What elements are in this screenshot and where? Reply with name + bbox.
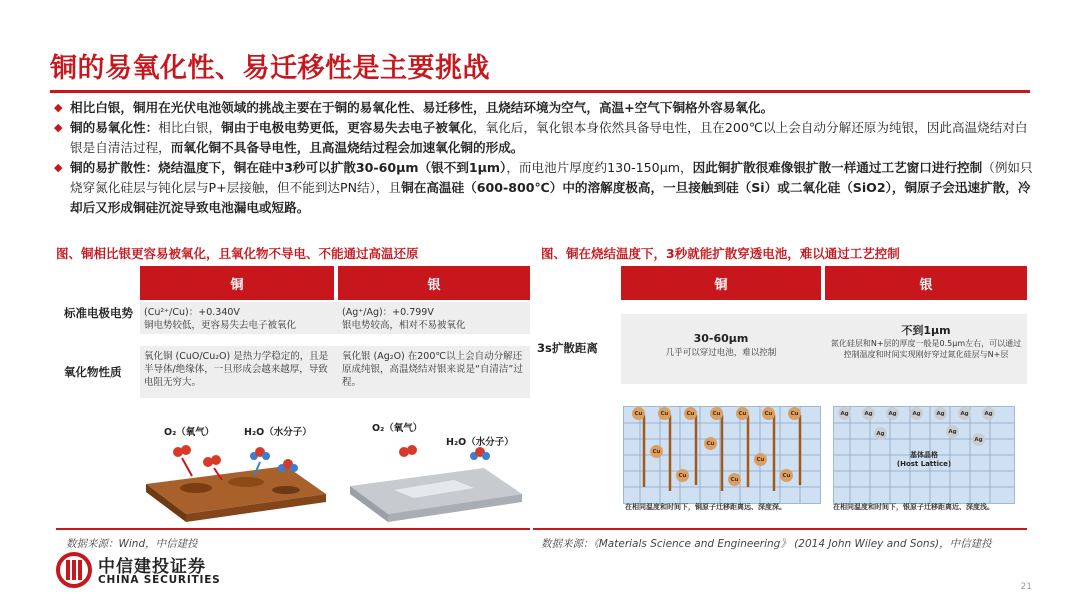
copper-lattice-caption: 在相同温度和时间下，铜原子迁移距离远、深度深。 bbox=[625, 503, 786, 511]
silver-atom-icon: Ag bbox=[946, 425, 959, 438]
silver-oxide-cell: 氧化银 (Ag₂O) 在200℃以上会自动分解还原成纯银，高温烧结对银来说是“自清洁”过程。 bbox=[342, 351, 523, 388]
copper-diffusion-value: 30-60μm bbox=[693, 332, 749, 345]
silver-atom-icon: Ag bbox=[886, 407, 899, 420]
silver-atom-icon: Ag bbox=[910, 407, 923, 420]
host-lattice-label-en: (Host Lattice) bbox=[896, 460, 952, 468]
copper-potential-cell bbox=[144, 306, 332, 332]
bullet-list bbox=[52, 98, 1034, 218]
logo-text-cn: 中信建投证券 bbox=[98, 557, 206, 577]
copper-lattice-diagram bbox=[623, 406, 821, 504]
silver-diffusion-value: 不到1μm bbox=[901, 324, 951, 337]
col-header-silver: 银 bbox=[338, 266, 530, 300]
o2-label-silver: O₂（氧气） bbox=[372, 423, 423, 434]
col-header-copper: 铜 bbox=[621, 266, 821, 300]
copper-atom-icon: Cu bbox=[762, 407, 775, 420]
copper-atom-icon: Cu bbox=[684, 407, 697, 420]
copper-atom-icon: Cu bbox=[754, 453, 767, 466]
silver-atom-icon: Ag bbox=[982, 407, 995, 420]
logo-text-en: CHINA SECURITIES bbox=[98, 574, 221, 586]
bullet-label: 铜的易扩散性： bbox=[70, 160, 159, 175]
diamond-bullet-icon: ◆ bbox=[54, 101, 63, 114]
bullet-text-bold: 而氧化铜不具备导电性，且高温烧结过程会加速氧化铜的形成。 bbox=[170, 140, 524, 155]
left-figure-caption: 图、铜相比银更容易被氧化，且氧化物不导电、不能通过高温还原 bbox=[56, 246, 419, 261]
copper-atom-icon: Cu bbox=[632, 407, 645, 420]
copper-atom-icon: Cu bbox=[780, 469, 793, 482]
page-title: 铜的易氧化性、易迁移性是主要挑战 bbox=[50, 53, 490, 84]
copper-atom-icon: Cu bbox=[728, 473, 741, 486]
silver-lattice-diagram bbox=[833, 406, 1015, 504]
bullet-text-bold: 因此铜扩散很难像银扩散一样通过工艺窗口进行控制 bbox=[692, 160, 983, 175]
copper-diffusion-desc: 几乎可以穿过电池，难以控制 bbox=[665, 348, 777, 358]
row-label-3s-diffusion: 3s扩散距离 bbox=[537, 341, 598, 355]
col-header-copper: 铜 bbox=[140, 266, 334, 300]
left-data-source: 数据来源：Wind，中信建投 bbox=[66, 538, 198, 550]
silver-atom-icon: Ag bbox=[972, 433, 985, 446]
silver-atom-icon: Ag bbox=[874, 427, 887, 440]
host-lattice-label bbox=[874, 451, 974, 469]
copper-oxide-cell: 氧化铜 (CuO/Cu₂O) 是热力学稳定的，且是半导体/绝缘体，一旦形成会越来越厚，导致电阻无穷大。 bbox=[144, 351, 329, 388]
bullet-label: 铜的易氧化性： bbox=[70, 120, 159, 135]
right-data-source: 数据来源：《Materials Science and Engineering》 (2014 John Wiley and Sons)，中信建投 bbox=[541, 538, 992, 550]
copper-atom-icon: Cu bbox=[736, 407, 749, 420]
bullet-item-1 bbox=[52, 98, 1034, 118]
bullet-text: ，氧化后，氧化银本身依然具备导电性，且在200℃以上会自动分解还原为纯银，因此高温烧结对白银是自清洁过程， bbox=[70, 120, 1028, 155]
copper-atom-icon: Cu bbox=[788, 407, 801, 420]
copper-oxidation-illustration bbox=[136, 406, 336, 524]
copper-atom-icon: Cu bbox=[658, 407, 671, 420]
left-figure-panel bbox=[56, 266, 530, 530]
silver-diffusion-desc: 氮化硅层和N+层的厚度一般是0.5μm左右，可以通过控制温度和时间实现刚好穿过氮化硅层与N+层 bbox=[830, 339, 1022, 359]
copper-atom-icon: Cu bbox=[650, 445, 663, 458]
silver-lattice-caption: 在相同温度和时间下，银原子迁移距离近、深度浅。 bbox=[833, 503, 994, 511]
title-underline bbox=[50, 90, 1030, 93]
bullet-text-bold: 铜在高温硅（600-800℃）中的溶解度极高，一旦接触到硅（Si）或二氧化硅（SiO2），铜原子会迅速扩散，冷却后又形成铜硅沉淀导致电池漏电或短路。 bbox=[70, 180, 1031, 215]
copper-atom-icon: Cu bbox=[676, 469, 689, 482]
silver-potential-cell bbox=[342, 306, 528, 332]
bullet-text: ，而电池片厚度约130-150μm， bbox=[506, 160, 693, 175]
bullet-text: 相比白银，铜用在光伏电池领域的挑战主要在于铜的易氧化性、易迁移性，且烧结环境为空气，高温+空气下铜格外容易氧化。 bbox=[70, 100, 774, 115]
silver-atom-icon: Ag bbox=[934, 407, 947, 420]
col-header-silver: 银 bbox=[825, 266, 1027, 300]
bullet-text: 相比白银， bbox=[158, 120, 222, 135]
silver-atom-icon: Ag bbox=[838, 407, 851, 420]
silver-potential-value: (Ag⁺/Ag)：+0.799V bbox=[342, 307, 434, 318]
copper-potential-value: (Cu²⁺/Cu)：+0.340V bbox=[144, 307, 240, 318]
right-figure-caption: 图、铜在烧结温度下，3秒就能扩散穿透电池，难以通过工艺控制 bbox=[541, 246, 900, 261]
silver-atom-icon: Ag bbox=[958, 407, 971, 420]
host-lattice-label-cn: 基体晶格 bbox=[910, 451, 938, 459]
h2o-label-copper: H₂O（水分子） bbox=[244, 427, 312, 438]
h2o-label-silver: H₂O（水分子） bbox=[446, 437, 514, 448]
row-label-electrode-potential: 标准电极电势 bbox=[64, 306, 133, 320]
bullet-text-bold: 烧结温度下，铜在硅中3秒可以扩散30-60μm（银不到1μm） bbox=[158, 160, 507, 175]
bullet-text: （例如只烧穿氮化硅层与钝化层与P+层接触，但不能到达PN结），且 bbox=[70, 160, 1033, 195]
diamond-bullet-icon: ◆ bbox=[54, 161, 63, 174]
citic-emblem-icon bbox=[56, 552, 92, 588]
copper-potential-desc: 铜电势较低，更容易失去电子被氧化 bbox=[144, 320, 297, 331]
right-figure-panel bbox=[533, 266, 1027, 530]
diamond-bullet-icon: ◆ bbox=[54, 121, 63, 134]
bullet-item-3 bbox=[52, 158, 1034, 218]
copper-atom-icon: Cu bbox=[710, 407, 723, 420]
silver-potential-desc: 银电势较高，相对不易被氧化 bbox=[342, 320, 466, 331]
silver-atom-icon: Ag bbox=[862, 407, 875, 420]
o2-label-copper: O₂（氧气） bbox=[164, 427, 215, 438]
row-label-oxide-property: 氧化物性质 bbox=[64, 365, 122, 379]
bullet-item-2 bbox=[52, 118, 1034, 158]
page-number: 21 bbox=[1020, 582, 1032, 592]
bullet-text-bold: 铜由于电极电势更低，更容易失去电子被氧化 bbox=[221, 120, 473, 135]
silver-surface-illustration bbox=[334, 406, 530, 524]
copper-atom-icon: Cu bbox=[704, 437, 717, 450]
